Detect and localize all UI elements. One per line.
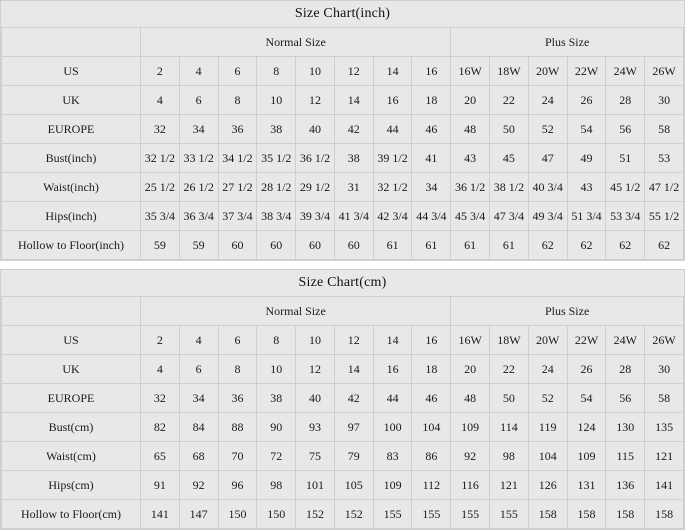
cell: 152: [334, 500, 373, 529]
cell: 58: [645, 384, 684, 413]
cell: 147: [179, 500, 218, 529]
cell: 10: [257, 86, 296, 115]
cell: 91: [141, 471, 180, 500]
cell: 42: [334, 115, 373, 144]
cell: 46: [412, 115, 451, 144]
group-header-row: [2, 28, 684, 57]
cell: 56: [606, 115, 645, 144]
cell: 16W: [451, 326, 490, 355]
cell: 36 1/2: [451, 173, 490, 202]
cell: 34: [179, 384, 218, 413]
cell: 32: [141, 115, 180, 144]
cell: 54: [567, 384, 606, 413]
cell: 28 1/2: [257, 173, 296, 202]
row-label-waist: Waist(cm): [2, 442, 141, 471]
cell: 98: [257, 471, 296, 500]
size-chart-inch: [0, 0, 685, 261]
cell: 62: [606, 231, 645, 260]
cell: 101: [296, 471, 335, 500]
cell: 38 1/2: [490, 173, 529, 202]
cell: 62: [528, 231, 567, 260]
cell: 12: [334, 57, 373, 86]
cell: 150: [218, 500, 257, 529]
cell: 155: [373, 500, 412, 529]
cell: 104: [528, 442, 567, 471]
cell: 158: [645, 500, 684, 529]
cell: 33 1/2: [179, 144, 218, 173]
cell: 42: [334, 384, 373, 413]
cell: 16: [412, 326, 451, 355]
cell: 49: [567, 144, 606, 173]
cell: 24W: [606, 326, 645, 355]
table-row: [2, 231, 684, 260]
cell: 6: [179, 355, 218, 384]
cell: 46: [412, 384, 451, 413]
cell: 60: [296, 231, 335, 260]
cell: 40 3/4: [528, 173, 567, 202]
cell: 72: [257, 442, 296, 471]
table-row: [2, 384, 684, 413]
cell: 20W: [528, 326, 567, 355]
row-label-us: US: [2, 326, 141, 355]
cell: 112: [412, 471, 451, 500]
cell: 26: [567, 355, 606, 384]
cell: 158: [606, 500, 645, 529]
cell: 75: [296, 442, 335, 471]
cell: 53: [645, 144, 684, 173]
row-label-bust: Bust(inch): [2, 144, 141, 173]
chart-title-inch: Size Chart(inch): [1, 1, 684, 27]
cell: 130: [606, 413, 645, 442]
cell: 40: [296, 384, 335, 413]
cell: 158: [567, 500, 606, 529]
cell: 8: [218, 355, 257, 384]
cell: 38: [257, 115, 296, 144]
cell: 155: [451, 500, 490, 529]
cell: 43: [451, 144, 490, 173]
table-row: [2, 86, 684, 115]
cell: 96: [218, 471, 257, 500]
cell: 47 3/4: [490, 202, 529, 231]
cell: 59: [179, 231, 218, 260]
cell: 70: [218, 442, 257, 471]
cell: 84: [179, 413, 218, 442]
cell: 90: [257, 413, 296, 442]
cell: 32 1/2: [373, 173, 412, 202]
row-label-hollow-to-floor: Hollow to Floor(inch): [2, 231, 141, 260]
size-table-cm: [1, 296, 684, 529]
cell: 54: [567, 115, 606, 144]
cell: 51: [606, 144, 645, 173]
cell: 52: [528, 384, 567, 413]
cell: 121: [645, 442, 684, 471]
chart-title-cm: Size Chart(cm): [1, 270, 684, 296]
group-header-normal: Normal Size: [141, 28, 451, 57]
row-label-us: US: [2, 57, 141, 86]
cell: 22W: [567, 57, 606, 86]
cell: 8: [257, 57, 296, 86]
cell: 36: [218, 384, 257, 413]
cell: 121: [490, 471, 529, 500]
group-header-normal: Normal Size: [141, 297, 451, 326]
table-row: [2, 144, 684, 173]
table-row: [2, 413, 684, 442]
corner-cell: [2, 297, 141, 326]
cell: 45: [490, 144, 529, 173]
cell: 50: [490, 384, 529, 413]
cell: 16W: [451, 57, 490, 86]
cell: 100: [373, 413, 412, 442]
table-row: [2, 57, 684, 86]
row-label-uk: UK: [2, 355, 141, 384]
cell: 22W: [567, 326, 606, 355]
cell: 79: [334, 442, 373, 471]
cell: 44: [373, 115, 412, 144]
row-label-europe: EUROPE: [2, 115, 141, 144]
cell: 10: [296, 326, 335, 355]
table-row: [2, 500, 684, 529]
cell: 141: [645, 471, 684, 500]
cell: 39 1/2: [373, 144, 412, 173]
row-label-uk: UK: [2, 86, 141, 115]
cell: 35 1/2: [257, 144, 296, 173]
cell: 2: [141, 326, 180, 355]
cell: 4: [179, 57, 218, 86]
cell: 45 3/4: [451, 202, 490, 231]
cell: 22: [490, 355, 529, 384]
cell: 34 1/2: [218, 144, 257, 173]
row-label-bust: Bust(cm): [2, 413, 141, 442]
cell: 53 3/4: [606, 202, 645, 231]
cell: 92: [451, 442, 490, 471]
cell: 38: [334, 144, 373, 173]
table-row: [2, 326, 684, 355]
cell: 124: [567, 413, 606, 442]
cell: 136: [606, 471, 645, 500]
cell: 44 3/4: [412, 202, 451, 231]
cell: 14: [334, 86, 373, 115]
table-row: [2, 173, 684, 202]
cell: 26 1/2: [179, 173, 218, 202]
cell: 16: [373, 86, 412, 115]
cell: 152: [296, 500, 335, 529]
cell: 41: [412, 144, 451, 173]
cell: 62: [567, 231, 606, 260]
cell: 4: [179, 326, 218, 355]
cell: 55 1/2: [645, 202, 684, 231]
cell: 88: [218, 413, 257, 442]
cell: 56: [606, 384, 645, 413]
cell: 43: [567, 173, 606, 202]
cell: 30: [645, 86, 684, 115]
cell: 45 1/2: [606, 173, 645, 202]
cell: 119: [528, 413, 567, 442]
cell: 18W: [490, 57, 529, 86]
cell: 39 3/4: [296, 202, 335, 231]
cell: 61: [490, 231, 529, 260]
cell: 6: [218, 326, 257, 355]
cell: 48: [451, 384, 490, 413]
cell: 18: [412, 355, 451, 384]
cell: 50: [490, 115, 529, 144]
cell: 32 1/2: [141, 144, 180, 173]
cell: 60: [257, 231, 296, 260]
cell: 34: [412, 173, 451, 202]
cell: 14: [373, 326, 412, 355]
cell: 65: [141, 442, 180, 471]
row-label-hips: Hips(inch): [2, 202, 141, 231]
cell: 68: [179, 442, 218, 471]
cell: 62: [645, 231, 684, 260]
cell: 24: [528, 86, 567, 115]
cell: 24: [528, 355, 567, 384]
cell: 14: [373, 57, 412, 86]
cell: 92: [179, 471, 218, 500]
cell: 30: [645, 355, 684, 384]
cell: 105: [334, 471, 373, 500]
cell: 61: [412, 231, 451, 260]
cell: 26: [567, 86, 606, 115]
cell: 41 3/4: [334, 202, 373, 231]
cell: 24W: [606, 57, 645, 86]
cell: 48: [451, 115, 490, 144]
cell: 18: [412, 86, 451, 115]
cell: 37 3/4: [218, 202, 257, 231]
cell: 58: [645, 115, 684, 144]
cell: 14: [334, 355, 373, 384]
cell: 35 3/4: [141, 202, 180, 231]
cell: 155: [412, 500, 451, 529]
cell: 34: [179, 115, 218, 144]
cell: 26W: [645, 57, 684, 86]
row-label-europe: EUROPE: [2, 384, 141, 413]
cell: 8: [218, 86, 257, 115]
cell: 109: [451, 413, 490, 442]
cell: 20W: [528, 57, 567, 86]
cell: 83: [373, 442, 412, 471]
group-header-plus: Plus Size: [451, 297, 684, 326]
cell: 20: [451, 355, 490, 384]
cell: 20: [451, 86, 490, 115]
cell: 60: [334, 231, 373, 260]
cell: 38 3/4: [257, 202, 296, 231]
cell: 32: [141, 384, 180, 413]
group-header-row: [2, 297, 684, 326]
cell: 44: [373, 384, 412, 413]
cell: 22: [490, 86, 529, 115]
cell: 114: [490, 413, 529, 442]
group-header-plus: Plus Size: [451, 28, 684, 57]
cell: 61: [451, 231, 490, 260]
cell: 40: [296, 115, 335, 144]
cell: 18W: [490, 326, 529, 355]
cell: 93: [296, 413, 335, 442]
table-row: [2, 471, 684, 500]
row-label-hollow-to-floor: Hollow to Floor(cm): [2, 500, 141, 529]
cell: 12: [296, 355, 335, 384]
cell: 12: [334, 326, 373, 355]
cell: 115: [606, 442, 645, 471]
cell: 59: [141, 231, 180, 260]
cell: 6: [218, 57, 257, 86]
cell: 126: [528, 471, 567, 500]
cell: 104: [412, 413, 451, 442]
cell: 61: [373, 231, 412, 260]
cell: 42 3/4: [373, 202, 412, 231]
cell: 8: [257, 326, 296, 355]
cell: 28: [606, 355, 645, 384]
cell: 31: [334, 173, 373, 202]
cell: 36 3/4: [179, 202, 218, 231]
cell: 36 1/2: [296, 144, 335, 173]
cell: 49 3/4: [528, 202, 567, 231]
cell: 27 1/2: [218, 173, 257, 202]
cell: 47: [528, 144, 567, 173]
cell: 25 1/2: [141, 173, 180, 202]
cell: 52: [528, 115, 567, 144]
cell: 28: [606, 86, 645, 115]
table-row: [2, 355, 684, 384]
cell: 12: [296, 86, 335, 115]
cell: 150: [257, 500, 296, 529]
cell: 135: [645, 413, 684, 442]
cell: 51 3/4: [567, 202, 606, 231]
row-label-waist: Waist(inch): [2, 173, 141, 202]
cell: 4: [141, 355, 180, 384]
table-row: [2, 442, 684, 471]
cell: 6: [179, 86, 218, 115]
cell: 141: [141, 500, 180, 529]
cell: 97: [334, 413, 373, 442]
cell: 47 1/2: [645, 173, 684, 202]
cell: 86: [412, 442, 451, 471]
cell: 131: [567, 471, 606, 500]
size-chart-cm: [0, 269, 685, 530]
size-table-inch: [1, 27, 684, 260]
cell: 109: [567, 442, 606, 471]
cell: 116: [451, 471, 490, 500]
corner-cell: [2, 28, 141, 57]
cell: 16: [373, 355, 412, 384]
cell: 82: [141, 413, 180, 442]
cell: 38: [257, 384, 296, 413]
table-row: [2, 202, 684, 231]
cell: 10: [257, 355, 296, 384]
cell: 16: [412, 57, 451, 86]
cell: 36: [218, 115, 257, 144]
cell: 26W: [645, 326, 684, 355]
cell: 158: [528, 500, 567, 529]
cell: 60: [218, 231, 257, 260]
cell: 2: [141, 57, 180, 86]
table-row: [2, 115, 684, 144]
cell: 155: [490, 500, 529, 529]
cell: 98: [490, 442, 529, 471]
cell: 4: [141, 86, 180, 115]
row-label-hips: Hips(cm): [2, 471, 141, 500]
cell: 29 1/2: [296, 173, 335, 202]
cell: 10: [296, 57, 335, 86]
cell: 109: [373, 471, 412, 500]
